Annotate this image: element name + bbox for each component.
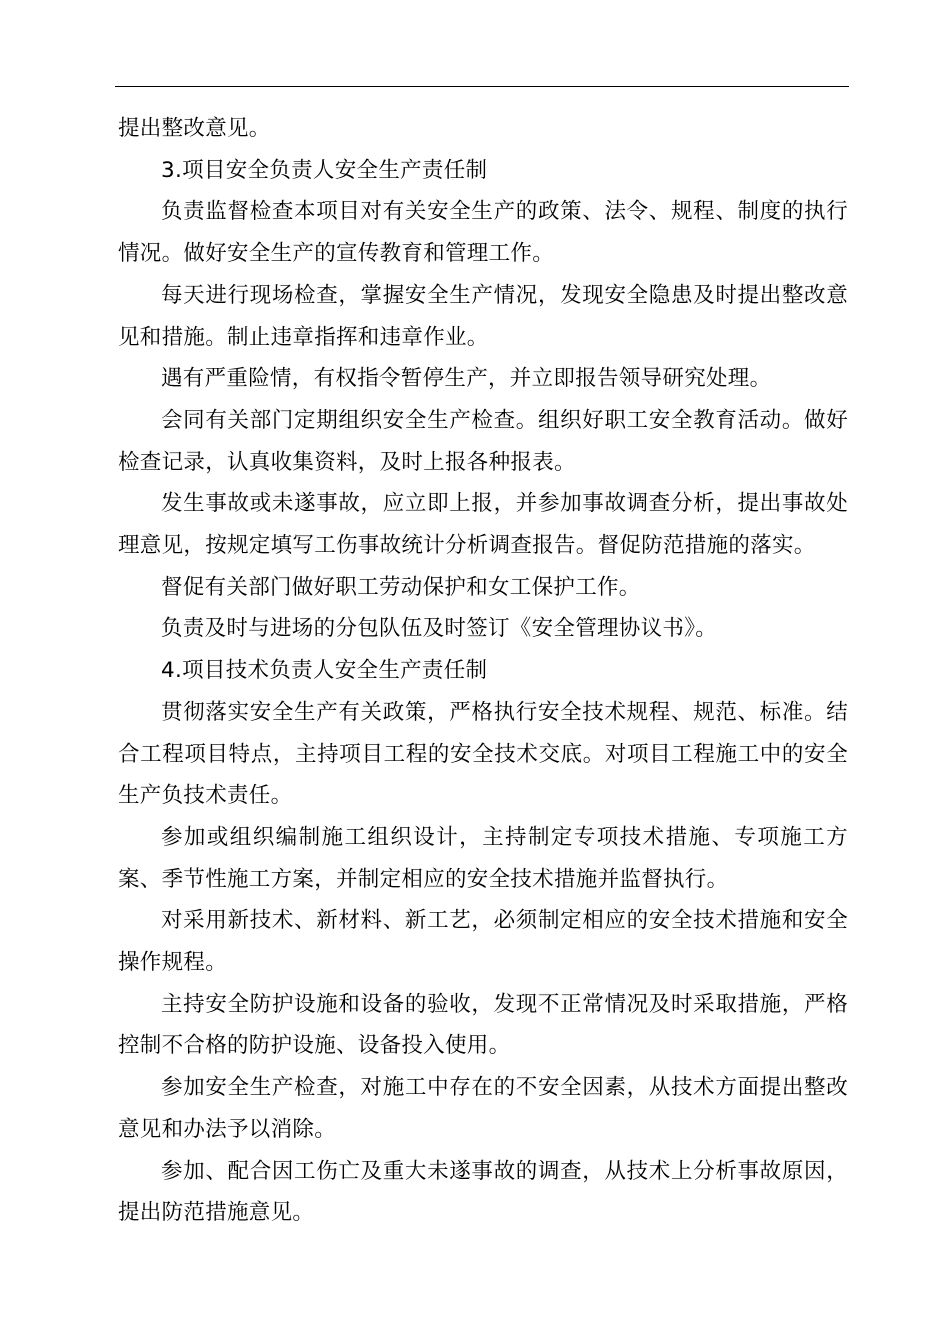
paragraph: 对采用新技术、新材料、新工艺，必须制定相应的安全技术措施和安全操作规程。: [118, 908, 848, 976]
paragraph: 发生事故或未遂事故，应立即上报，并参加事故调查分析，提出事故处理意见，按规定填写工伤事故统计分析调查报告。督促防范措施的落实。: [118, 491, 848, 559]
paragraph: 参加、配合因工伤亡及重大未遂事故的调查，从技术上分析事故原因，提出防范措施意见。: [118, 1158, 848, 1226]
header-rule: [115, 86, 849, 87]
paragraph: 会同有关部门定期组织安全生产检查。组织好职工安全教育活动。做好检查记录，认真收集资料，及时上报各种报表。: [118, 407, 848, 475]
paragraph: 参加安全生产检查，对施工中存在的不安全因素，从技术方面提出整改意见和办法予以消除。: [118, 1075, 848, 1142]
paragraph: 督促有关部门做好职工劳动保护和女工保护工作。: [161, 574, 641, 600]
paragraph: 每天进行现场检查，掌握安全生产情况，发现安全隐患及时提出整改意见和措施。制止违章指挥和违章作业。: [118, 282, 848, 350]
section-heading: 3.项目安全负责人安全生产责任制: [161, 157, 488, 183]
paragraph: 主持安全防护设施和设备的验收，发现不正常情况及时采取措施，严格控制不合格的防护设施、设备投入使用。: [118, 991, 848, 1059]
paragraph: 参加或组织编制施工组织设计，主持制定专项技术措施、专项施工方案、季节性施工方案，并制定相应的安全技术措施并监督执行。: [118, 824, 848, 892]
paragraph: 负责及时与进场的分包队伍及时签订《安全管理协议书》。: [161, 616, 718, 642]
paragraph: 提出整改意见。: [118, 116, 271, 141]
paragraph: 贯彻落实安全生产有关政策，严格执行安全技术规程、规范、标准。结合工程项目特点，主持项目工程的安全技术交底。对项目工程施工中的安全生产负技术责任。: [118, 699, 848, 809]
paragraph: 负责监督检查本项目对有关安全生产的政策、法令、规程、制度的执行情况。做好安全生产的宣传教育和管理工作。: [118, 199, 848, 267]
paragraph: 遇有严重险情，有权指令暂停生产，并立即报告领导研究处理。: [161, 366, 772, 392]
section-heading: 4.项目技术负责人安全生产责任制: [161, 658, 488, 684]
document-body: [118, 108, 848, 1234]
